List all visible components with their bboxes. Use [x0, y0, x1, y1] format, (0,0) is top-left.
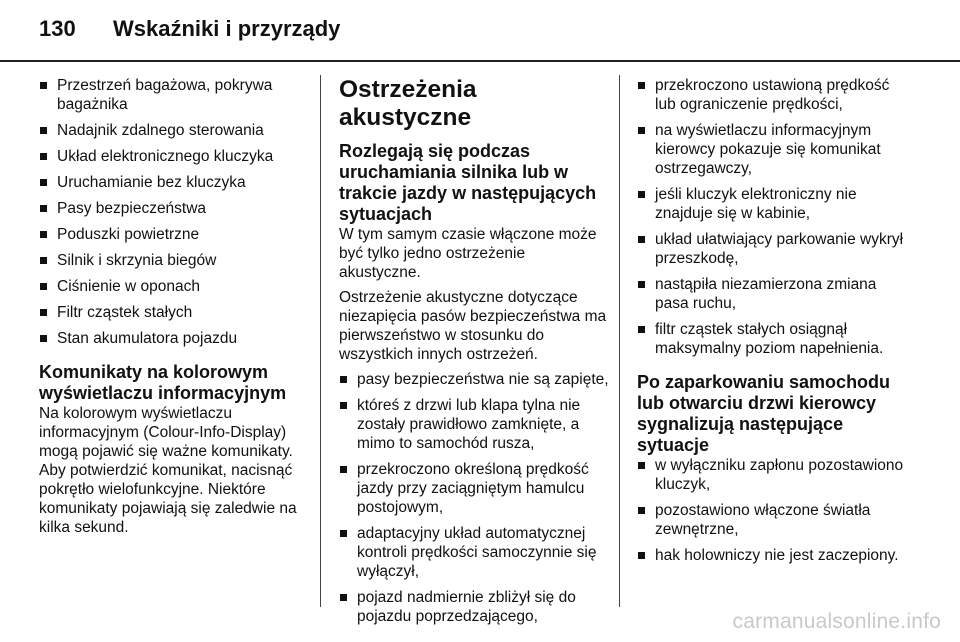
bullet-icon: [340, 530, 347, 537]
list-item-text: Filtr cząstek stałych: [57, 304, 193, 321]
bullet-icon: [40, 257, 47, 264]
section-subheading: Po zaparkowaniu samochodu lub otwarciu drzwi kierowcy sygnalizują następujące sytuacje: [637, 372, 891, 455]
list-item-text: nastąpiła niezamierzona zmiana pasa ruchu,: [655, 276, 877, 312]
list-item: [637, 546, 909, 565]
column-1-list: [39, 76, 311, 348]
section-heading: Ostrzeżenia akustyczne: [339, 76, 477, 131]
list-item-text: Ciśnienie w oponach: [57, 278, 201, 295]
list-item-text: pojazd nadmiernie zbliżył się do pojazdu poprzedzającego,: [357, 589, 576, 625]
bullet-icon: [40, 205, 47, 212]
list-item: [39, 225, 311, 244]
list-item: [637, 501, 909, 539]
column-3: [637, 76, 909, 572]
list-item: [39, 147, 311, 166]
list-item-text: przekroczono ustawioną prędkość lub ograniczenie prędkości,: [655, 77, 890, 113]
bullet-icon: [40, 231, 47, 238]
list-item-text: Stan akumulatora pojazdu: [57, 330, 238, 347]
list-item: [39, 251, 311, 270]
list-item: [339, 588, 611, 626]
list-item: [637, 456, 909, 494]
list-item: [637, 76, 909, 114]
list-item-text: Nadajnik zdalnego sterowania: [57, 122, 264, 139]
bullet-icon: [638, 127, 645, 134]
list-item: [39, 121, 311, 140]
body-paragraph: Na kolorowym wyświetlaczu informacyjnym (Colour-Info-Display) mogą pojawić się ważne komunikaty. Aby potwierdzić komunikat, nacisnąć pokrętło wielofunkcyjne. Niektóre komunikaty pojawiają się zaledwie na kilka sekund.: [39, 405, 297, 536]
column-2: [339, 76, 611, 633]
list-item-text: układ ułatwiający parkowanie wykrył przeszkodę,: [655, 231, 904, 267]
body-paragraph: Ostrzeżenie akustyczne dotyczące niezapięcia pasów bezpieczeństwa ma pierwszeństwo w stosunku do wszystkich innych ostrzeżeń.: [339, 289, 607, 363]
bullet-icon: [638, 326, 645, 333]
bullet-icon: [40, 153, 47, 160]
bullet-icon: [40, 82, 47, 89]
list-item: [39, 173, 311, 192]
bullet-icon: [638, 191, 645, 198]
list-item: [39, 199, 311, 218]
bullet-icon: [340, 402, 347, 409]
bullet-icon: [638, 507, 645, 514]
list-item: [637, 121, 909, 178]
list-item-text: hak holowniczy nie jest zaczepiony.: [655, 547, 899, 564]
list-item-text: Pasy bezpieczeństwa: [57, 200, 207, 217]
header-rule: [0, 60, 960, 62]
list-item: [637, 185, 909, 223]
list-item: [637, 275, 909, 313]
page-title: Wskaźniki i przyrządy: [113, 16, 341, 41]
list-item: [339, 370, 611, 389]
bullet-icon: [40, 309, 47, 316]
list-item: [39, 329, 311, 348]
list-item: [39, 303, 311, 322]
list-item: [637, 230, 909, 268]
column-2-list: [339, 370, 611, 626]
bullet-icon: [340, 594, 347, 601]
list-item-text: Poduszki powietrzne: [57, 226, 200, 243]
column-divider-2: [619, 75, 620, 607]
bullet-icon: [638, 462, 645, 469]
list-item: [39, 76, 311, 114]
bullet-icon: [40, 179, 47, 186]
page-number: 130: [39, 16, 76, 41]
list-item: [39, 277, 311, 296]
list-item-text: jeśli kluczyk elektroniczny nie znajduje się w kabinie,: [655, 186, 857, 222]
bullet-icon: [638, 82, 645, 89]
watermark: carmanualsonline.info: [732, 610, 941, 633]
bullet-icon: [638, 236, 645, 243]
body-paragraph: W tym samym czasie włączone może być tylko jedno ostrzeżenie akustyczne.: [339, 226, 597, 281]
list-item-text: przekroczono określoną prędkość jazdy przy zaciągniętym hamulcu postojowym,: [357, 461, 589, 516]
list-item-text: pozostawiono włączone światła zewnętrzne,: [655, 502, 871, 538]
bullet-icon: [40, 283, 47, 290]
list-item-text: pasy bezpieczeństwa nie są zapięte,: [357, 371, 609, 388]
list-item: [637, 320, 909, 358]
section-subheading: Rozlegają się podczas uruchamiania silnika lub w trakcie jazdy w następujących sytuacjach: [339, 141, 597, 224]
bullet-icon: [40, 127, 47, 134]
list-item: [339, 460, 611, 517]
list-item-text: Silnik i skrzynia biegów: [57, 252, 217, 269]
list-item-text: adaptacyjny układ automatycznej kontroli prędkości samoczynnie się wyłączył,: [357, 525, 597, 580]
bullet-icon: [340, 376, 347, 383]
column-3-list-2: [637, 456, 909, 565]
list-item-text: Przestrzeń bagażowa, pokrywa bagażnika: [57, 77, 273, 113]
bullet-icon: [40, 335, 47, 342]
list-item: [339, 396, 611, 453]
column-divider-1: [320, 75, 321, 607]
list-item-text: Uruchamianie bez kluczyka: [57, 174, 246, 191]
bullet-icon: [638, 281, 645, 288]
list-item-text: Układ elektronicznego kluczyka: [57, 148, 274, 165]
list-item-text: w wyłączniku zapłonu pozostawiono kluczyk,: [655, 457, 904, 493]
column-1: [39, 76, 311, 543]
section-subheading: Komunikaty na kolorowym wyświetlaczu informacyjnym: [39, 362, 287, 403]
bullet-icon: [638, 552, 645, 559]
list-item-text: filtr cząstek stałych osiągnął maksymalny poziom napełnienia.: [655, 321, 884, 357]
list-item-text: na wyświetlaczu informacyjnym kierowcy pokazuje się komunikat ostrzegawczy,: [655, 122, 881, 177]
list-item-text: któreś z drzwi lub klapa tylna nie zostały prawidłowo zamknięte, a mimo to samochód rusza,: [357, 397, 581, 452]
list-item: [339, 524, 611, 581]
bullet-icon: [340, 466, 347, 473]
column-3-list: [637, 76, 909, 358]
